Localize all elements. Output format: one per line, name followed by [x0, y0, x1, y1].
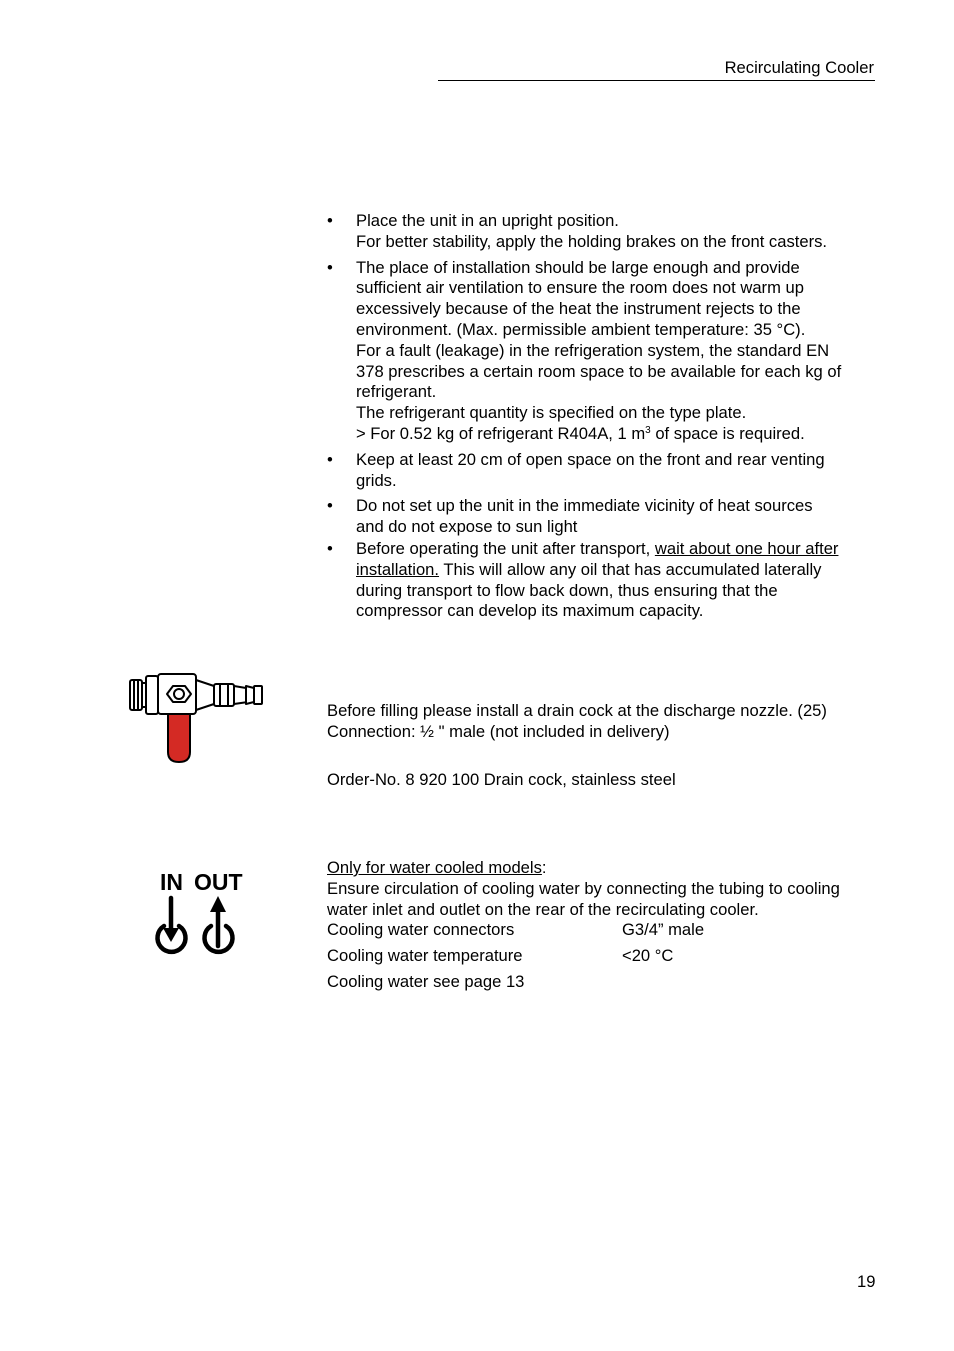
temperature-value: <20 °C — [622, 946, 674, 965]
drain-instruction: Before filling please install a drain cock at the discharge nozzle. (25) — [327, 701, 827, 720]
connectors-label: Cooling water connectors — [327, 920, 515, 939]
bullet-symbol: • — [327, 449, 333, 469]
bullet-heat-sources — [327, 496, 887, 538]
drain-order-number: Order-No. 8 920 100 Drain cock, stainless steel — [327, 770, 676, 789]
water-text-line: water inlet and outlet on the rear of the recirculating cooler. — [327, 899, 759, 919]
wait-hour-emphasis: wait about one hour after — [654, 538, 839, 558]
in-label: IN — [160, 869, 183, 895]
refrigerant-text: > For 0.52 kg of refrigerant R404A, 1 m — [356, 423, 646, 443]
cooling-water-reference: Cooling water see page 13 — [327, 972, 525, 991]
bullet-installation-place — [327, 258, 887, 445]
refrigerant-text-end: of space is required. — [650, 423, 805, 443]
water-cooled-title: Only for water cooled models — [327, 858, 542, 877]
bullet-text-line: grids. — [356, 470, 397, 490]
bullet-text-line: Do not set up the unit in the immediate vicinity of heat sources — [356, 496, 813, 516]
bullet-text-line: The refrigerant quantity is specified on the type plate. — [356, 403, 747, 423]
bullet-text-line: sufficient air ventilation to ensure the room does not warm up — [356, 278, 804, 298]
bullet-text-line: The place of installation should be large enough and provide — [356, 257, 800, 277]
bullet-text-line: Place the unit in an upright position. — [356, 211, 619, 230]
bullet-text-line: For better stability, apply the holding brakes on the front casters. — [356, 231, 828, 251]
header-rule — [438, 80, 875, 81]
drain-connection: Connection: ½ " male (not included in delivery) — [327, 722, 670, 741]
bullet-text-line: environment. (Max. permissible ambient temperature: 35 °C). — [356, 319, 806, 339]
transport-text-cont: This will allow any oil that has accumulated laterally — [439, 559, 822, 579]
superscript-3: 3 — [645, 424, 651, 436]
water-circulation-text — [327, 879, 887, 921]
bullet-text-line: refrigerant. — [356, 382, 437, 402]
temperature-label: Cooling water temperature — [327, 946, 523, 965]
installation-emphasis: installation. — [356, 559, 440, 579]
bullet-text-line — [356, 539, 887, 560]
water-cooled-colon: : — [541, 858, 547, 877]
drain-cock-icon — [128, 672, 266, 766]
bullet-text-line: and do not expose to sun light — [356, 517, 578, 537]
bullet-upright — [327, 211, 887, 253]
bullet-text-line: 378 prescribes a certain room space to be available for each kg of — [356, 361, 842, 381]
bullet-text-line: compressor can develop its maximum capacity. — [356, 601, 704, 621]
bullet-text-line — [356, 560, 887, 581]
transport-text: Before operating the unit after transport, — [356, 538, 655, 558]
bullet-text-line: during transport to flow back down, thus ensuring that the — [356, 580, 778, 600]
bullet-symbol: • — [327, 496, 333, 516]
bullet-text-line — [356, 424, 887, 445]
water-text-line: Ensure circulation of cooling water by connecting the tubing to cooling — [327, 879, 840, 898]
bullet-text-line: excessively because of the heat the instrument rejects to the — [356, 299, 801, 319]
bullet-symbol: • — [327, 257, 333, 277]
connectors-value: G3/4” male — [622, 920, 705, 939]
running-header-title: Recirculating Cooler — [724, 58, 874, 77]
bullet-after-transport — [327, 539, 887, 622]
page-number: 19 — [857, 1272, 876, 1291]
bullet-text-line: Keep at least 20 cm of open space on the front and rear venting — [356, 449, 825, 469]
bullet-text-line: For a fault (leakage) in the refrigeration system, the standard EN — [356, 340, 830, 360]
out-label: OUT — [194, 869, 243, 895]
water-in-out-icon — [150, 866, 250, 962]
bullet-symbol: • — [327, 211, 333, 230]
water-cooled-heading — [327, 858, 547, 879]
bullet-symbol: • — [327, 538, 333, 558]
bullet-open-space — [327, 450, 887, 492]
installation-bullet-list — [327, 211, 887, 622]
